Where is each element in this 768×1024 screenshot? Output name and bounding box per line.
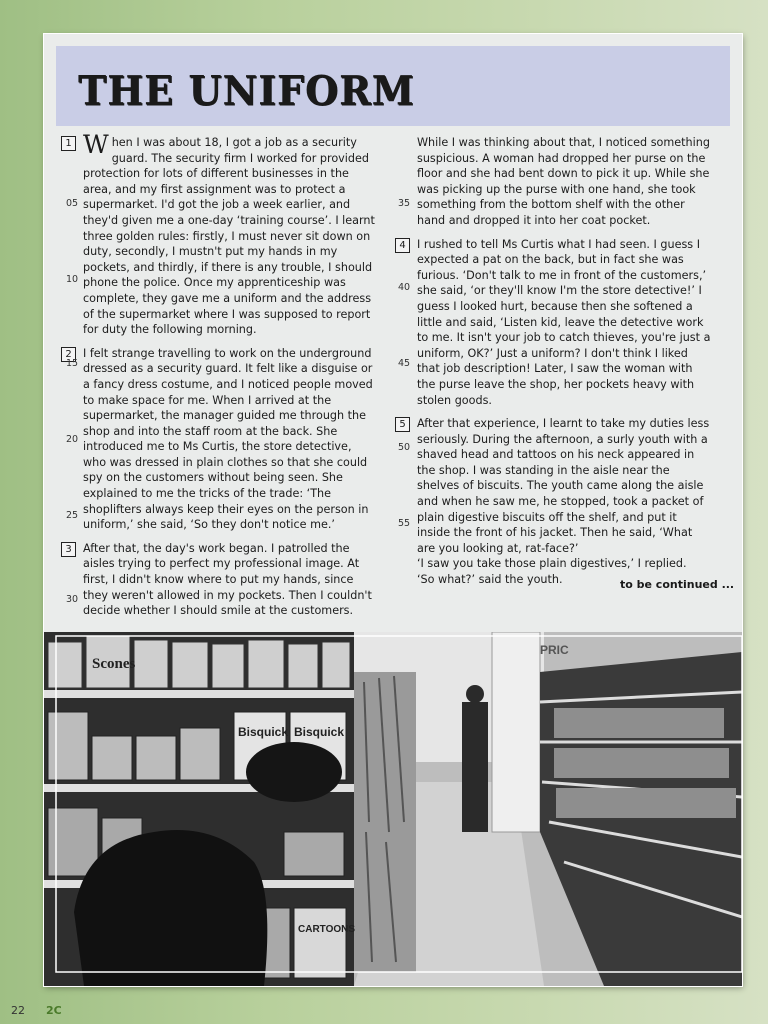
paragraph-text: ‘I saw you take those plain digestives,’ I replied. bbox=[417, 557, 687, 571]
paragraph-text: hen I was about 18, I got a job as a security guard. The security firm I worked for provided protection for lots of different businesses in the area, and my first assignment was to protect a supermarket. I'd got the job a week earlier, and they'd given me a one-day ‘training course’. I learnt three golden rules: firstly, I must never sit down on duty, secondly, I mustn't put my hands in my pockets, and thirdly, if there is any trouble, I should phone the police. Once my apprenticeship was complete, they gave me a uniform and the address of the supermarket where I was supposed to report for duty the following morning. bbox=[83, 136, 375, 337]
paragraph-number: 4 bbox=[395, 238, 410, 253]
supermarket-photo bbox=[44, 632, 742, 986]
paragraph-text: I felt strange travelling to work on the underground dressed as a security guard. It felt like a disguise or a fancy dress costume, and I noticed people moved to make space for me. When I arrived at the supermarket, the manager guided me through the shop and into the staff room at the back. She introduced me to Ms Curtis, the store detective, who was dressed in plain clothes so that she could spy on the customers without being seen. She explained to me the tricks of the trade: ‘The shoplifters always keep their eyes on the person in uniform,’ she said, ‘So they don't notice me.’ bbox=[83, 346, 373, 532]
paragraph-text: After that experience, I learnt to take my duties less seriously. During the afternoon, a surly youth with a shaved head and tattoos on his neck appeared in the shop. I was standing in the aisle near the shelves of biscuits. The youth came along the aisle and when he saw me, he stopped, took a packet of plain digestive biscuits off the shelf, and put it inside the front of his jacket. Then he said, ‘What are you looking at, rat-face?’ bbox=[417, 417, 710, 555]
article-page bbox=[44, 34, 742, 986]
line-number: 40 bbox=[398, 282, 411, 293]
article-title: THE UNIFORM bbox=[78, 66, 415, 115]
drop-cap: W bbox=[83, 130, 109, 159]
paragraph-number: 3 bbox=[61, 542, 76, 557]
photo-label-price: PRIC bbox=[540, 643, 569, 657]
line-number: 25 bbox=[66, 510, 79, 521]
line-number: 15 bbox=[66, 358, 79, 369]
paragraph-text: ‘So what?’ said the youth. bbox=[417, 573, 563, 587]
paragraph-text: While I was thinking about that, I noticed something suspicious. A woman had dropped her purse on the floor and she had bent down to pick it up. While she was picking up the purse with one hand, she took something from the bottom shelf with the other hand and dropped it into her coat pocket. bbox=[417, 136, 710, 227]
photo-label-bisquick: Bisquick bbox=[294, 725, 345, 739]
paragraph-number: 5 bbox=[395, 417, 410, 432]
unit-label: 2C bbox=[46, 1004, 62, 1017]
paragraph-text: After that, the day's work began. I patrolled the aisles trying to perfect my professional image. At first, I didn't know where to put my hands, since they weren't allowed in my pockets. Then I couldn't decide whether I should smile at the customers. bbox=[83, 541, 372, 618]
paragraph-number: 1 bbox=[61, 136, 76, 151]
line-number: 50 bbox=[398, 442, 411, 453]
photo-label-bisquick: Bisquick bbox=[238, 725, 289, 739]
paragraph-number: 2 bbox=[61, 347, 76, 362]
line-number: 35 bbox=[398, 198, 411, 209]
line-number: 20 bbox=[66, 434, 79, 445]
paragraph-text: I rushed to tell Ms Curtis what I had seen. I guess I expected a pat on the back, but in fact she was furious. ‘Don't talk to me in front of the customers,’ she said, ‘or they'll know I'm the store detective!’ I guess I looked hurt, because then she softened a little and said, ‘Listen kid, leave the detective work to me. It isn't your job to catch thieves, you're just a uniform, OK?’ Just a uniform? I don't think I liked that job description! Later, I saw the woman with the purse leave the shop, her pockets heavy with stolen goods. bbox=[417, 237, 711, 407]
dialogue-line bbox=[417, 556, 711, 572]
to-be-continued: to be continued ... bbox=[620, 578, 735, 591]
title-band bbox=[56, 46, 730, 126]
line-number: 55 bbox=[398, 518, 411, 529]
line-number: 30 bbox=[66, 594, 79, 605]
line-number: 10 bbox=[66, 274, 79, 285]
line-number: 45 bbox=[398, 358, 411, 369]
paragraph-3-continued bbox=[417, 135, 711, 229]
line-number: 05 bbox=[66, 198, 79, 209]
photo-label-cartoons: CARTOONS bbox=[298, 924, 356, 935]
page-number: 22 bbox=[11, 1004, 25, 1017]
photo-label-scones: Scones bbox=[92, 656, 136, 672]
